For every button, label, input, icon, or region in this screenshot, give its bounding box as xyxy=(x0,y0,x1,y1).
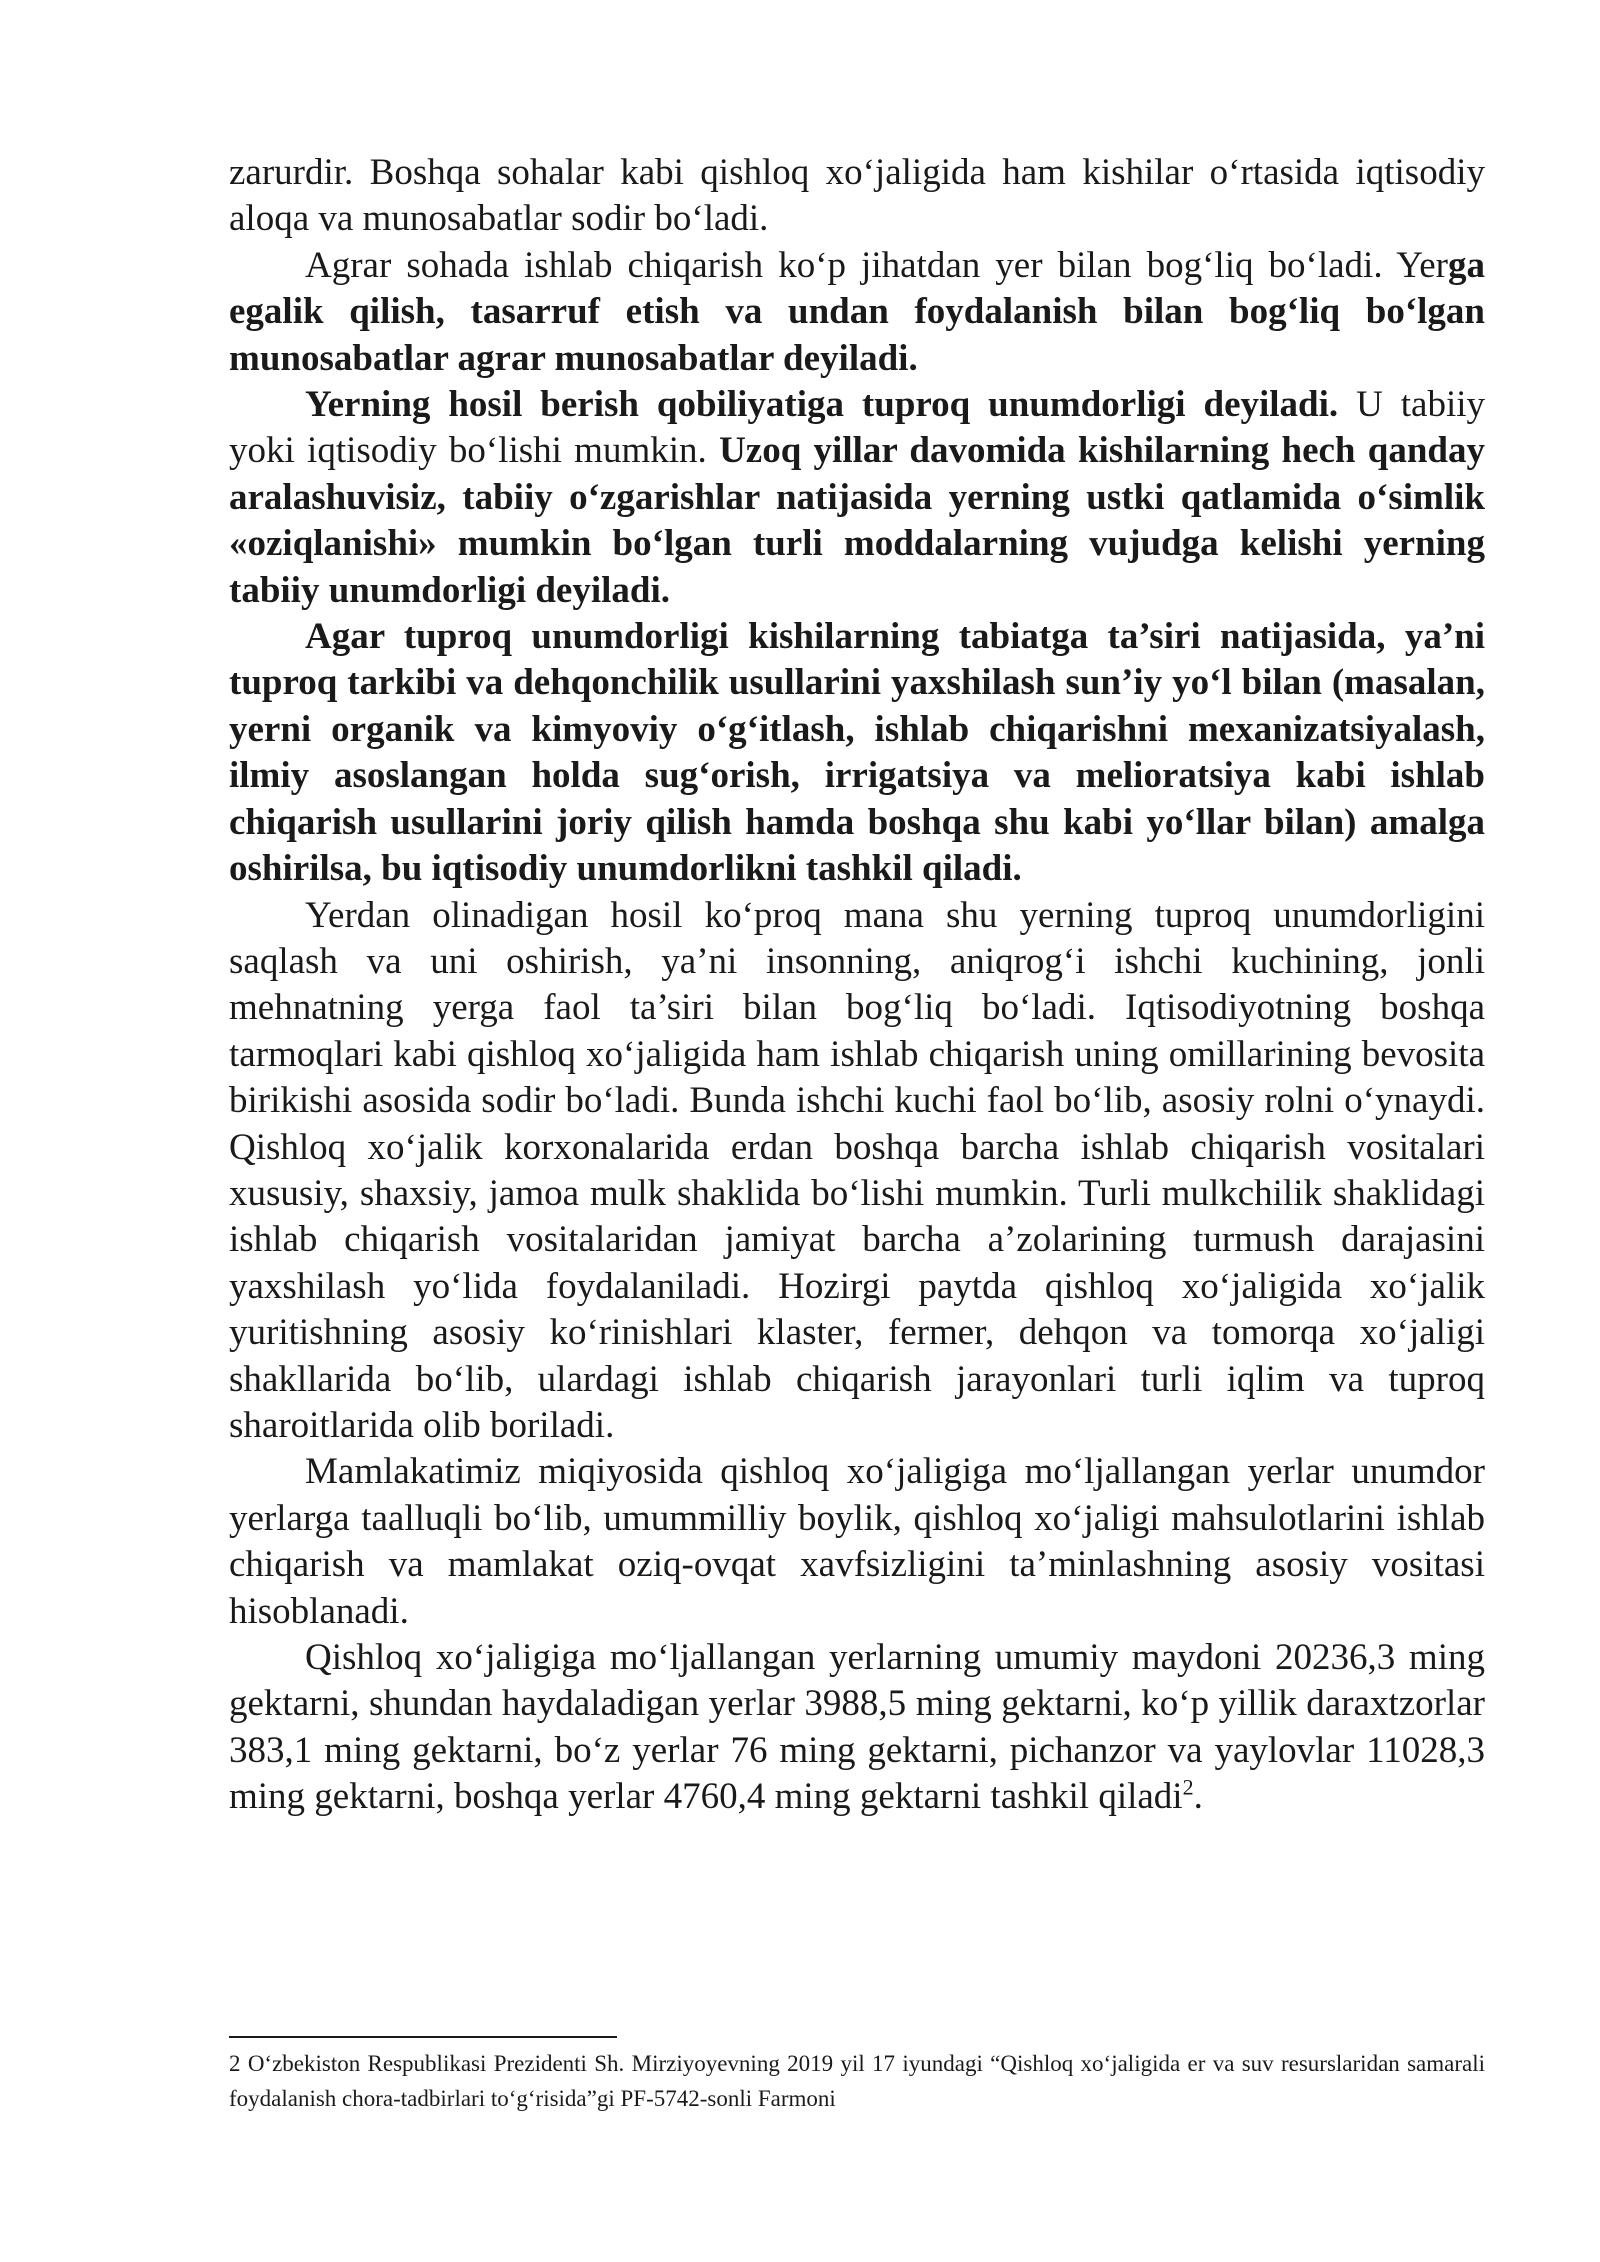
paragraph xyxy=(229,614,1485,892)
text-run: Qishloq xo‘jaligiga mo‘ljallangan yerlarning umumiy maydoni 20236,3 ming gektarni, shundan haydaladigan yerlar 3988,5 ming gektarni, ko‘p yillik daraxtzorlar 383,1 ming gektarni, bo‘z yerlar 76 ming gektarni, pichanzor va yaylovlar 11028,3 ming gektarni, boshqa yerlar 4760,4 ming gektarni tashkil qiladi xyxy=(229,1637,1485,1818)
text-run: zarurdir. Boshqa sohalar kabi qishloq xo‘jaligida ham kishilar o‘rtasida iqtisodiy aloqa va munosabatlar sodir bo‘ladi. xyxy=(229,152,1485,240)
text-run: Yerdan olinadigan hosil ko‘proq mana shu yerning tuproq unumdorligini saqlash va uni oshirish, ya’ni insonning, aniqrog‘i ishchi kuchining, jonli mehnatning yerga faol ta’siri bilan bog‘liq bo‘ladi. Iqtisodiyotning boshqa tarmoqlari kabi qishloq xo‘jaligida ham ishlab chiqarish uning omillarining bevosita birikishi asosida sodir bo‘ladi. Bunda ishchi kuchi faol bo‘lib, asosiy rolni o‘ynaydi. Qishloq xo‘jalik korxonalarida erdan boshqa barcha ishlab chiqarish vositalari xususiy, shaxsiy, jamoa mulk shaklida bo‘lishi mumkin. Turli mulkchilik shaklidagi ishlab chiqarish vositalaridan jamiyat barcha a’zolarining turmush darajasini yaxshilash yo‘lida foydalaniladi. Hozirgi paytda qishloq xo‘jaligida xo‘jalik yuritishning asosiy ko‘rinishlari klaster, fermer, dehqon va tomorqa xo‘jaligi shakllarida bo‘lib, ulardagi ishlab chiqarish jarayonlari turli iqlim va tuproq sharoitlarida olib boriladi. xyxy=(229,894,1485,1446)
bold-text-run: Agar tuproq unumdorligi kishilarning tabiatga ta’siri natijasida, ya’ni tuproq tarkibi va dehqonchilik usullarini yaxshilash sun’iy yo‘l bilan (masalan, yerni organik va kimyoviy o‘g‘itlash, ishlab chiqarishni mexanizatsiyalash, ilmiy asoslangan holda sug‘orish, irrigatsiya va melioratsiya kabi ishlab chiqarish usullarini joriy qilish hamda boshqa shu kabi yo‘llar bilan) amalga oshirilsa, bu iqtisodiy unumdorlikni tashkil qiladi. xyxy=(229,616,1485,890)
bold-text-run: Yerning hosil berish qobiliyatiga tuproq unumdorligi deyiladi. xyxy=(305,384,1339,426)
body-text xyxy=(229,150,1485,1821)
paragraph xyxy=(229,1635,1485,1821)
bold-text-run: ga egalik qilish, tasarruf etish va undan foydalanish bilan bog‘liq bo‘lgan munosabatlar agrar munosabatlar deyiladi. xyxy=(229,244,1485,379)
footnote: 2 O‘zbekiston Respublikasi Prezidenti Sh. Mirziyoyevning 2019 yil 17 iyundagi “Qishloq xo‘jaligida er va suv resurslaridan samarali foydalanish chora-tadbirlari to‘g‘risida”gi PF-5742-sonli Farmoni xyxy=(229,2051,1485,2111)
paragraph xyxy=(229,150,1485,243)
text-run: Mamlakatimiz miqiyosida qishloq xo‘jaligiga mo‘ljallangan yerlar unumdor yerlarga taalluqli bo‘lib, umummilliy boylik, qishloq xo‘jaligi mahsulotlarini ishlab chiqarish va mamlakat oziq-ovqat xavfsizligini ta’minlashning asosiy vositasi hisoblanadi. xyxy=(229,1451,1485,1632)
bold-text-run: Uzoq yillar davomida kishilarning hech qanday aralashuvisiz, tabiiy o‘zgarishlar natijasida yerning ustki qatlamida o‘simlik «oziqlanishi» mumkin bo‘lgan turli moddalarning vujudga kelishi yerning tabiiy unumdorligi deyiladi. xyxy=(229,430,1485,611)
footnote-marker: 2 xyxy=(1182,1774,1194,1800)
paragraph xyxy=(229,243,1485,382)
footnote-separator xyxy=(229,2036,617,2038)
paragraph xyxy=(229,382,1485,614)
text-run: Agrar sohada ishlab chiqarish ko‘p jihatdan yer bilan bog‘liq bo‘ladi. Yer xyxy=(305,244,1448,286)
text-run: . xyxy=(1193,1776,1203,1818)
paragraph xyxy=(229,1449,1485,1635)
text-run: U tabiiy yoki iqtisodiy bo‘lishi mumkin. xyxy=(229,384,1485,472)
paragraph xyxy=(229,893,1485,1450)
